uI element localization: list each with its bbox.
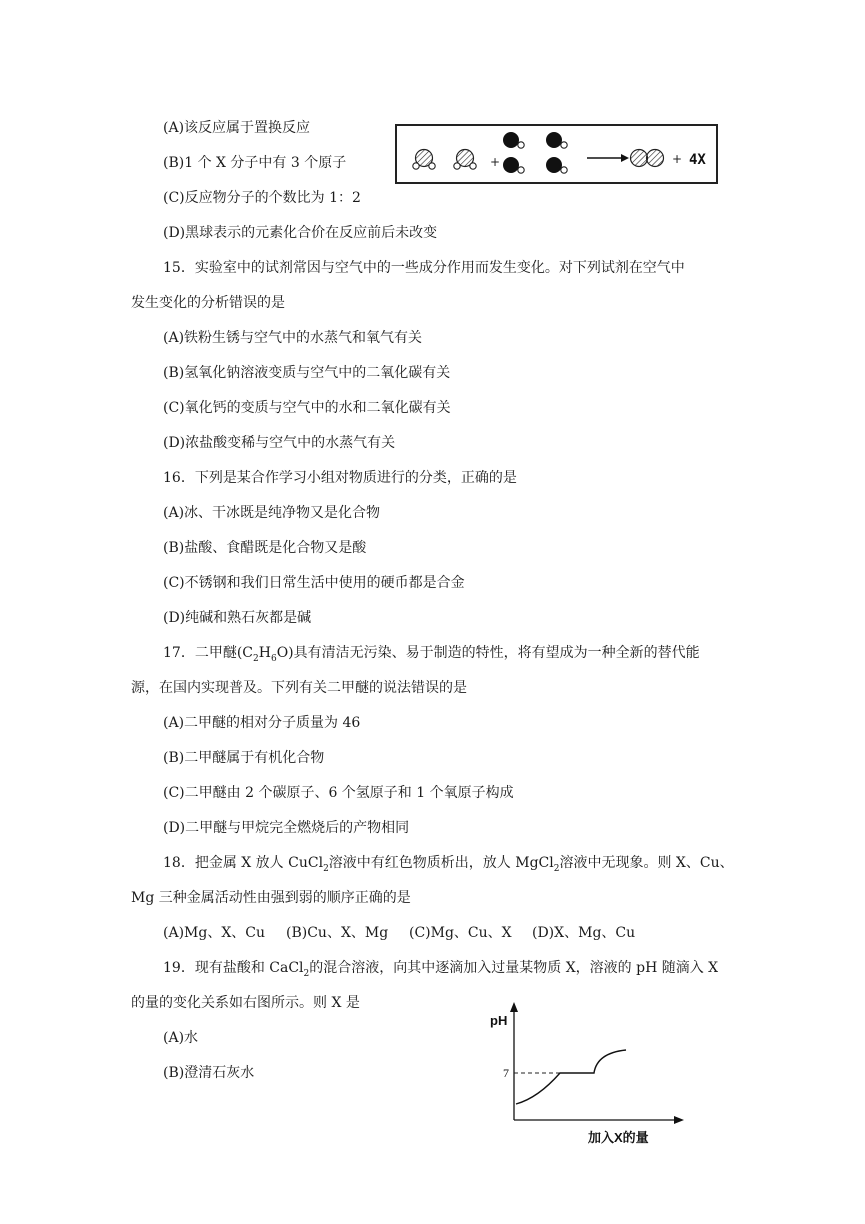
q18-option-a: (A)Mg、X、Cu [163, 925, 266, 941]
q18-option-b: (B)Cu、X、Mg [286, 925, 389, 941]
q15-option-b: (B)氢氧化钠溶液变质与空气中的二氧化碳有关 [163, 365, 451, 381]
reaction-diagram-svg [397, 126, 716, 182]
q17-option-d: (D)二甲醚与甲烷完全燃烧后的产物相同 [163, 820, 410, 836]
q16-stem: 16．下列是某合作学习小组对物质进行的分类，正确的是 [163, 470, 517, 486]
q18-stem-line2: Mg 三种金属活动性由强到弱的顺序正确的是 [131, 890, 411, 906]
q15-option-c: (C)氧化钙的变质与空气中的水和二氧化碳有关 [163, 400, 451, 416]
q19-option-b: (B)澄清石灰水 [163, 1065, 255, 1081]
x-axis-label: 加入X的量 [588, 1130, 649, 1145]
reactant-molecule-hatched-2 [454, 150, 476, 170]
q17-stem-line2: 源，在国内实现普及。下列有关二甲醚的说法错误的是 [131, 680, 467, 696]
q17-option-b: (B)二甲醚属于有机化合物 [163, 750, 325, 766]
q16-option-b: (B)盐酸、食醋既是化合物又是酸 [163, 540, 367, 556]
q18-option-d: (D)X、Mg、Cu [532, 925, 636, 941]
q18-options-row [163, 923, 635, 943]
q17-option-a: (A)二甲醚的相对分子质量为 46 [163, 715, 361, 731]
q14-option-a: (A)该反应属于置换反应 [163, 120, 311, 136]
reactant-molecule-black-2 [546, 132, 567, 148]
y-axis [510, 1002, 518, 1120]
product-4x: 4X [689, 152, 706, 168]
reactant-molecule-black-3 [503, 157, 524, 173]
reactant-molecule-black-1 [503, 132, 524, 148]
ph-curve [516, 1050, 626, 1104]
reaction-arrow [587, 154, 629, 162]
q19-stem-line1: 19．现有盐酸和 CaCl$_2$的混合溶液，向其中逐滴加入过量某物质 X，溶液的 pH 随滴入 X [163, 960, 719, 979]
reactant-molecule-hatched-1 [413, 150, 435, 170]
reaction-diagram [395, 124, 718, 184]
q16-option-c: (C)不锈钢和我们日常生活中使用的硬币都是合金 [163, 575, 465, 591]
q16-option-d: (D)纯碱和熟石灰都是碱 [163, 610, 312, 626]
product-molecule-hatched [631, 150, 664, 167]
ph-7-tick-label: 7 [503, 1066, 509, 1080]
q15-stem-line1: 15．实验室中的试剂常因与空气中的一些成分作用而发生变化。对下列试剂在空气中 [163, 260, 685, 276]
y-axis-label: pH [490, 1013, 508, 1028]
q14-option-b: (B)1 个 X 分子中有 3 个原子 [163, 155, 347, 171]
q16-option-a: (A)冰、干冰既是纯净物又是化合物 [163, 505, 381, 521]
q15-stem-line2: 发生变化的分析错误的是 [131, 295, 285, 311]
q15-option-a: (A)铁粉生锈与空气中的水蒸气和氧气有关 [163, 330, 423, 346]
plus-sign-1: + [490, 155, 501, 169]
ph-graph-svg [480, 998, 690, 1153]
q14-option-d: (D)黑球表示的元素化合价在反应前后未改变 [163, 225, 438, 241]
q17-stem-line1: 17．二甲醚$(C_2H_6O)$具有清洁无污染、易于制造的特性，将有望成为一种全新的替代能 [163, 645, 700, 664]
q15-option-d: (D)浓盐酸变稀与空气中的水蒸气有关 [163, 435, 396, 451]
q19-option-a: (A)水 [163, 1030, 199, 1046]
x-axis [514, 1116, 684, 1124]
q18-option-c: (C)Mg、Cu、X [409, 925, 512, 941]
q14-option-c: (C)反应物分子的个数比为 1：2 [163, 190, 361, 206]
q19-stem-line2: 的量的变化关系如右图所示。则 X 是 [131, 995, 360, 1011]
reactant-molecule-black-4 [546, 157, 567, 173]
q17-option-c: (C)二甲醚由 2 个碳原子、6 个氢原子和 1 个氧原子构成 [163, 785, 514, 801]
q18-stem-line1: 18．把金属 X 放人 CuCl$_2$溶液中有红色物质析出，放人 MgCl$_2$溶液中无现象。则 X、Cu、 [163, 855, 734, 874]
plus-sign-2: + [672, 152, 683, 166]
ph-graph [480, 998, 690, 1153]
